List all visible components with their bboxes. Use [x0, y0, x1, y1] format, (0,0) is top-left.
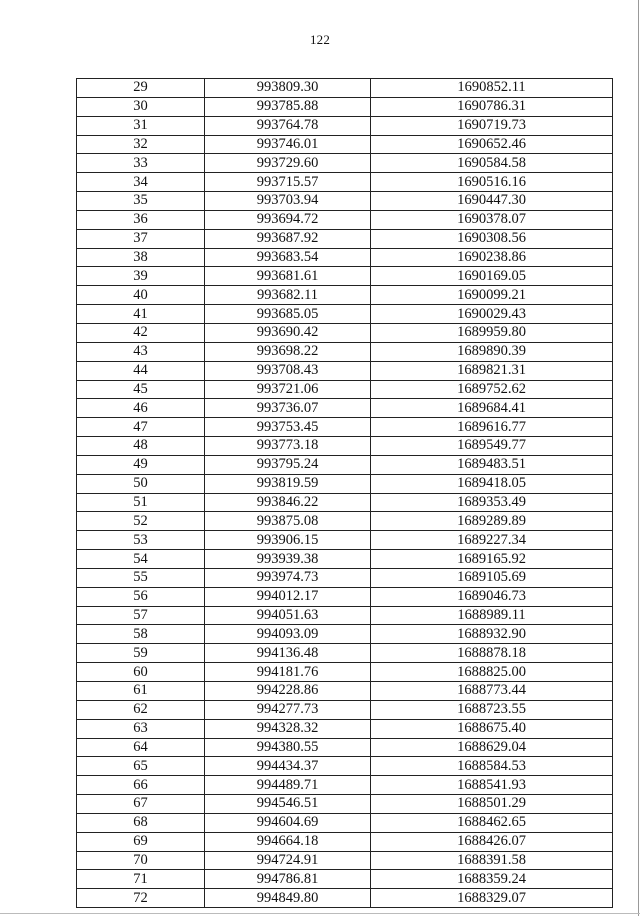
point-number-cell: 70 [77, 851, 205, 870]
x-coordinate-cell: 994136.48 [205, 644, 371, 663]
x-coordinate-cell: 993708.43 [205, 361, 371, 380]
x-coordinate-cell: 994434.37 [205, 757, 371, 776]
y-coordinate-cell: 1689616.77 [371, 418, 613, 437]
x-coordinate-cell: 993685.05 [205, 305, 371, 324]
table-row [77, 305, 613, 324]
page-number: 122 [309, 32, 331, 47]
table-row [77, 889, 613, 908]
y-coordinate-cell: 1688329.07 [371, 889, 613, 908]
point-number-cell: 47 [77, 418, 205, 437]
x-coordinate-cell: 994786.81 [205, 870, 371, 889]
y-coordinate-cell: 1689752.62 [371, 380, 613, 399]
point-number-cell: 66 [77, 776, 205, 795]
x-coordinate-cell: 993721.06 [205, 380, 371, 399]
table-row [77, 173, 613, 192]
point-number-cell: 61 [77, 682, 205, 701]
table-row [77, 776, 613, 795]
point-number-cell: 31 [77, 116, 205, 135]
y-coordinate-cell: 1690516.16 [371, 173, 613, 192]
table-row [77, 512, 613, 531]
table-row [77, 267, 613, 286]
x-coordinate-cell: 994093.09 [205, 625, 371, 644]
x-coordinate-cell: 993687.92 [205, 229, 371, 248]
x-coordinate-cell: 993906.15 [205, 531, 371, 550]
table-row [77, 531, 613, 550]
y-coordinate-cell: 1688501.29 [371, 795, 613, 814]
point-number-cell: 49 [77, 455, 205, 474]
x-coordinate-cell: 994328.32 [205, 719, 371, 738]
x-coordinate-cell: 993764.78 [205, 116, 371, 135]
table-row [77, 870, 613, 889]
x-coordinate-cell: 994664.18 [205, 832, 371, 851]
x-coordinate-cell: 994277.73 [205, 700, 371, 719]
point-number-cell: 58 [77, 625, 205, 644]
x-coordinate-cell: 994051.63 [205, 606, 371, 625]
x-coordinate-cell: 994181.76 [205, 663, 371, 682]
table-row [77, 644, 613, 663]
table-row [77, 550, 613, 569]
x-coordinate-cell: 993682.11 [205, 286, 371, 305]
page-edge-bottom [0, 913, 640, 914]
y-coordinate-cell: 1690029.43 [371, 305, 613, 324]
x-coordinate-cell: 993690.42 [205, 323, 371, 342]
page-edge-right [638, 0, 639, 916]
y-coordinate-cell: 1688391.58 [371, 851, 613, 870]
point-number-cell: 65 [77, 757, 205, 776]
y-coordinate-cell: 1689227.34 [371, 531, 613, 550]
x-coordinate-cell: 994380.55 [205, 738, 371, 757]
table-row [77, 700, 613, 719]
point-number-cell: 62 [77, 700, 205, 719]
table-row [77, 361, 613, 380]
point-number-cell: 71 [77, 870, 205, 889]
table-row [77, 79, 613, 98]
table-row [77, 493, 613, 512]
y-coordinate-cell: 1690652.46 [371, 135, 613, 154]
table-row [77, 719, 613, 738]
x-coordinate-cell: 993694.72 [205, 210, 371, 229]
table-row [77, 795, 613, 814]
table-row [77, 192, 613, 211]
x-coordinate-cell: 993773.18 [205, 437, 371, 456]
table-row [77, 851, 613, 870]
x-coordinate-cell: 993795.24 [205, 455, 371, 474]
x-coordinate-cell: 993746.01 [205, 135, 371, 154]
x-coordinate-cell: 993974.73 [205, 568, 371, 587]
y-coordinate-cell: 1688426.07 [371, 832, 613, 851]
point-number-cell: 39 [77, 267, 205, 286]
point-number-cell: 35 [77, 192, 205, 211]
y-coordinate-cell: 1689821.31 [371, 361, 613, 380]
y-coordinate-cell: 1688723.55 [371, 700, 613, 719]
point-number-cell: 51 [77, 493, 205, 512]
x-coordinate-cell: 994849.80 [205, 889, 371, 908]
x-coordinate-cell: 994489.71 [205, 776, 371, 795]
y-coordinate-cell: 1688773.44 [371, 682, 613, 701]
point-number-cell: 45 [77, 380, 205, 399]
table-row [77, 606, 613, 625]
x-coordinate-cell: 993939.38 [205, 550, 371, 569]
x-coordinate-cell: 994012.17 [205, 587, 371, 606]
table-row [77, 380, 613, 399]
y-coordinate-cell: 1688825.00 [371, 663, 613, 682]
y-coordinate-cell: 1688878.18 [371, 644, 613, 663]
point-number-cell: 64 [77, 738, 205, 757]
table-row [77, 663, 613, 682]
y-coordinate-cell: 1690378.07 [371, 210, 613, 229]
y-coordinate-cell: 1690584.58 [371, 154, 613, 173]
x-coordinate-cell: 993875.08 [205, 512, 371, 531]
point-number-cell: 32 [77, 135, 205, 154]
table-row [77, 399, 613, 418]
point-number-cell: 56 [77, 587, 205, 606]
point-number-cell: 54 [77, 550, 205, 569]
point-number-cell: 43 [77, 342, 205, 361]
point-number-cell: 37 [77, 229, 205, 248]
point-number-cell: 67 [77, 795, 205, 814]
y-coordinate-cell: 1690852.11 [371, 79, 613, 98]
table-row [77, 568, 613, 587]
y-coordinate-cell: 1688629.04 [371, 738, 613, 757]
x-coordinate-cell: 993681.61 [205, 267, 371, 286]
point-number-cell: 60 [77, 663, 205, 682]
point-number-cell: 38 [77, 248, 205, 267]
y-coordinate-cell: 1689105.69 [371, 568, 613, 587]
x-coordinate-cell: 994604.69 [205, 813, 371, 832]
x-coordinate-cell: 993809.30 [205, 79, 371, 98]
y-coordinate-cell: 1689483.51 [371, 455, 613, 474]
point-number-cell: 53 [77, 531, 205, 550]
point-number-cell: 29 [77, 79, 205, 98]
x-coordinate-cell: 993785.88 [205, 97, 371, 116]
x-coordinate-cell: 993698.22 [205, 342, 371, 361]
y-coordinate-cell: 1689165.92 [371, 550, 613, 569]
point-number-cell: 42 [77, 323, 205, 342]
y-coordinate-cell: 1689289.89 [371, 512, 613, 531]
table-row [77, 154, 613, 173]
point-number-cell: 52 [77, 512, 205, 531]
table-row [77, 757, 613, 776]
point-number-cell: 41 [77, 305, 205, 324]
table-row [77, 832, 613, 851]
y-coordinate-cell: 1689046.73 [371, 587, 613, 606]
point-number-cell: 68 [77, 813, 205, 832]
coordinates-table [76, 78, 613, 908]
table-row [77, 738, 613, 757]
point-number-cell: 34 [77, 173, 205, 192]
point-number-cell: 72 [77, 889, 205, 908]
x-coordinate-cell: 994546.51 [205, 795, 371, 814]
point-number-cell: 48 [77, 437, 205, 456]
y-coordinate-cell: 1690719.73 [371, 116, 613, 135]
point-number-cell: 30 [77, 97, 205, 116]
table-row [77, 323, 613, 342]
table-row [77, 474, 613, 493]
table-row [77, 342, 613, 361]
y-coordinate-cell: 1690099.21 [371, 286, 613, 305]
x-coordinate-cell: 993846.22 [205, 493, 371, 512]
table-row [77, 437, 613, 456]
x-coordinate-cell: 993736.07 [205, 399, 371, 418]
table-row [77, 813, 613, 832]
y-coordinate-cell: 1690238.86 [371, 248, 613, 267]
y-coordinate-cell: 1690447.30 [371, 192, 613, 211]
y-coordinate-cell: 1689684.41 [371, 399, 613, 418]
x-coordinate-cell: 993819.59 [205, 474, 371, 493]
y-coordinate-cell: 1689890.39 [371, 342, 613, 361]
table-row [77, 229, 613, 248]
x-coordinate-cell: 993683.54 [205, 248, 371, 267]
y-coordinate-cell: 1689418.05 [371, 474, 613, 493]
table-row [77, 248, 613, 267]
y-coordinate-cell: 1689549.77 [371, 437, 613, 456]
point-number-cell: 57 [77, 606, 205, 625]
table-row [77, 587, 613, 606]
table-row [77, 682, 613, 701]
point-number-cell: 63 [77, 719, 205, 738]
y-coordinate-cell: 1690169.05 [371, 267, 613, 286]
point-number-cell: 50 [77, 474, 205, 493]
table-row [77, 135, 613, 154]
point-number-cell: 33 [77, 154, 205, 173]
table-row [77, 210, 613, 229]
point-number-cell: 59 [77, 644, 205, 663]
y-coordinate-cell: 1688932.90 [371, 625, 613, 644]
table-row [77, 116, 613, 135]
y-coordinate-cell: 1688584.53 [371, 757, 613, 776]
x-coordinate-cell: 993703.94 [205, 192, 371, 211]
y-coordinate-cell: 1688989.11 [371, 606, 613, 625]
point-number-cell: 36 [77, 210, 205, 229]
table-row [77, 625, 613, 644]
x-coordinate-cell: 993729.60 [205, 154, 371, 173]
point-number-cell: 55 [77, 568, 205, 587]
coordinates-table-body [77, 79, 613, 908]
y-coordinate-cell: 1689959.80 [371, 323, 613, 342]
y-coordinate-cell: 1690308.56 [371, 229, 613, 248]
x-coordinate-cell: 994228.86 [205, 682, 371, 701]
table-row [77, 286, 613, 305]
point-number-cell: 40 [77, 286, 205, 305]
point-number-cell: 69 [77, 832, 205, 851]
y-coordinate-cell: 1688675.40 [371, 719, 613, 738]
y-coordinate-cell: 1690786.31 [371, 97, 613, 116]
table-row [77, 418, 613, 437]
point-number-cell: 46 [77, 399, 205, 418]
y-coordinate-cell: 1688462.65 [371, 813, 613, 832]
point-number-cell: 44 [77, 361, 205, 380]
x-coordinate-cell: 993715.57 [205, 173, 371, 192]
x-coordinate-cell: 993753.45 [205, 418, 371, 437]
table-row [77, 455, 613, 474]
y-coordinate-cell: 1688359.24 [371, 870, 613, 889]
x-coordinate-cell: 994724.91 [205, 851, 371, 870]
y-coordinate-cell: 1689353.49 [371, 493, 613, 512]
y-coordinate-cell: 1688541.93 [371, 776, 613, 795]
table-row [77, 97, 613, 116]
